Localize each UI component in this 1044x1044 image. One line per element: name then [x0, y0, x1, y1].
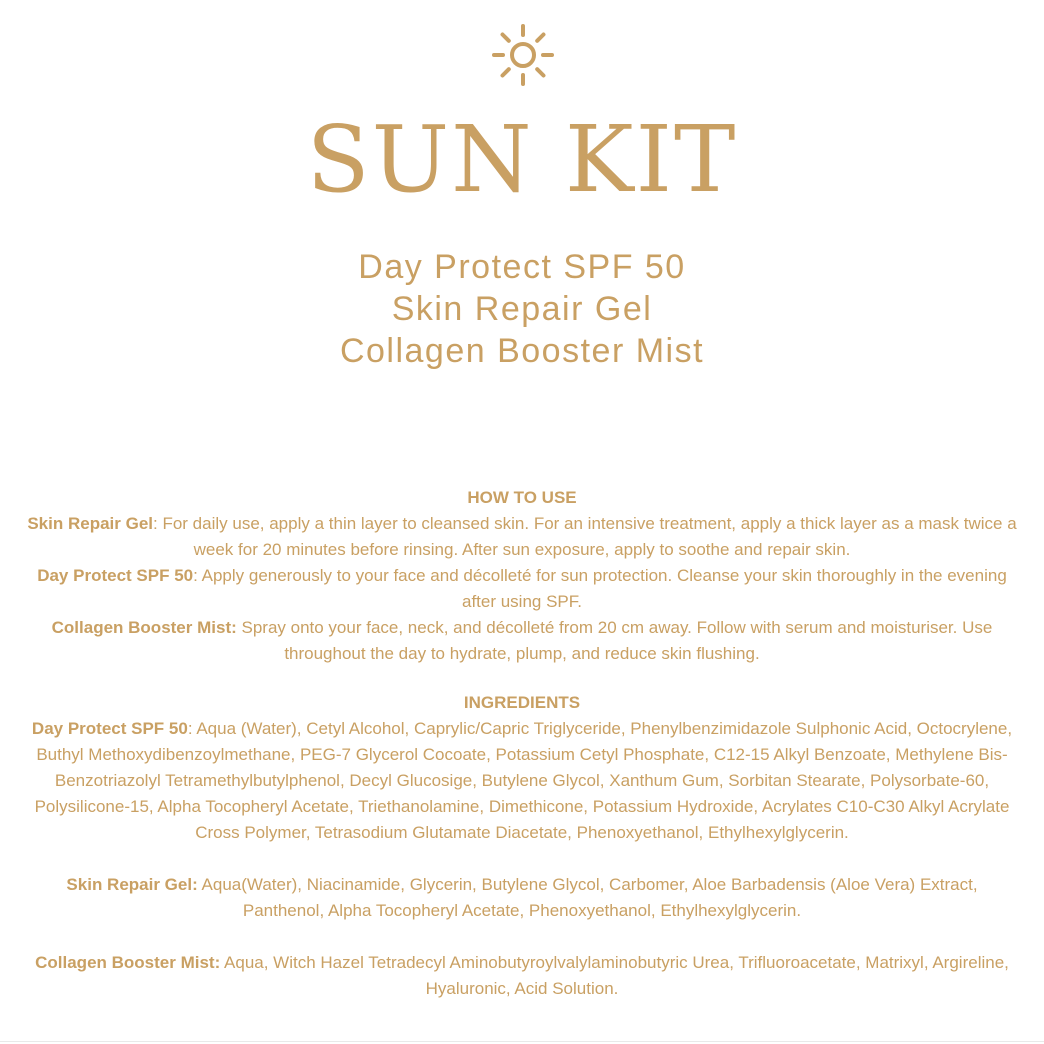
- ingredients-text: : Aqua (Water), Cetyl Alcohol, Caprylic/Capric Triglyceride, Phenylbenzimidazole Sulphonic Acid, Octocrylene, Buthyl Methoxydibenzoylmethane, PEG-7 Glycerol Cocoate, Potassium Cetyl Phosphate, C12-15 Alkyl Benzoate, Methylene Bis-Benzotriazolyl Tetramethylbutylphenol, Decyl Glucosige, Butylene Glycol, Xanthum Gum, Sorbitan Stearate, Polysorbate-60, Polysilicone-15, Alpha Tocopheryl Acetate, Triethanolamine, Dimethicone, Potassium Hydroxide, Acrylates C10-C30 Alkyl Acrylate Cross Polymer, Tetrasodium Glutamate Diacetate, Phenoxyethanol, Ethylhexylglycerin.: [34, 719, 1013, 842]
- product-name: Skin Repair Gel: [27, 514, 154, 533]
- product-name: Day Protect SPF 50: [31, 719, 188, 738]
- ingredients-paragraph: [24, 716, 1020, 846]
- usage-text: Spray onto your face, neck, and décolleté from 20 cm away. Follow with serum and moisturiser. Use throughout the day to hydrate, plump, and reduce skin flushing.: [236, 618, 993, 663]
- ingredients-section: [24, 690, 1020, 1002]
- ingredients-paragraph: [24, 950, 1020, 1002]
- how-to-use-heading: HOW TO USE: [467, 488, 577, 507]
- product-item: Collagen Booster Mist: [339, 332, 705, 370]
- bottom-divider: [0, 1041, 1044, 1042]
- product-list: [0, 246, 1044, 372]
- product-name: Collagen Booster Mist:: [51, 618, 237, 637]
- usage-text: : Apply generously to your face and décolleté for sun protection. Cleanse your skin thoroughly in the evening after using SPF.: [193, 566, 1007, 611]
- product-item: Day Protect SPF 50: [358, 248, 686, 286]
- ingredients-heading: INGREDIENTS: [463, 693, 581, 712]
- ingredients-text: Aqua(Water), Niacinamide, Glycerin, Butylene Glycol, Carbomer, Aloe Barbadensis (Aloe Vera) Extract, Panthenol, Alpha Tocopheryl Acetate, Phenoxyethanol, Ethylhexylglycerin.: [197, 875, 978, 920]
- usage-text: : For daily use, apply a thin layer to cleansed skin. For an intensive treatment, apply a thick layer as a mask twice a week for 20 minutes before rinsing. After sun exposure, apply to soothe and repair skin.: [153, 514, 1017, 559]
- how-to-use-section: [24, 485, 1020, 667]
- sun-icon: [490, 22, 556, 88]
- page-title: SUN KIT: [306, 106, 738, 213]
- product-name: Day Protect SPF 50: [37, 566, 194, 585]
- ingredients-paragraph: [24, 872, 1020, 924]
- usage-paragraph: [24, 615, 1020, 667]
- usage-paragraph: [24, 511, 1020, 563]
- ingredients-text: Aqua, Witch Hazel Tetradecyl Aminobutyroylvalylaminobutyric Urea, Trifluoroacetate, Matrixyl, Argireline, Hyaluronic, Acid Solution.: [220, 953, 1009, 998]
- product-name: Skin Repair Gel:: [66, 875, 198, 894]
- product-item: Skin Repair Gel: [391, 290, 653, 328]
- usage-paragraph: [24, 563, 1020, 615]
- product-name: Collagen Booster Mist:: [35, 953, 221, 972]
